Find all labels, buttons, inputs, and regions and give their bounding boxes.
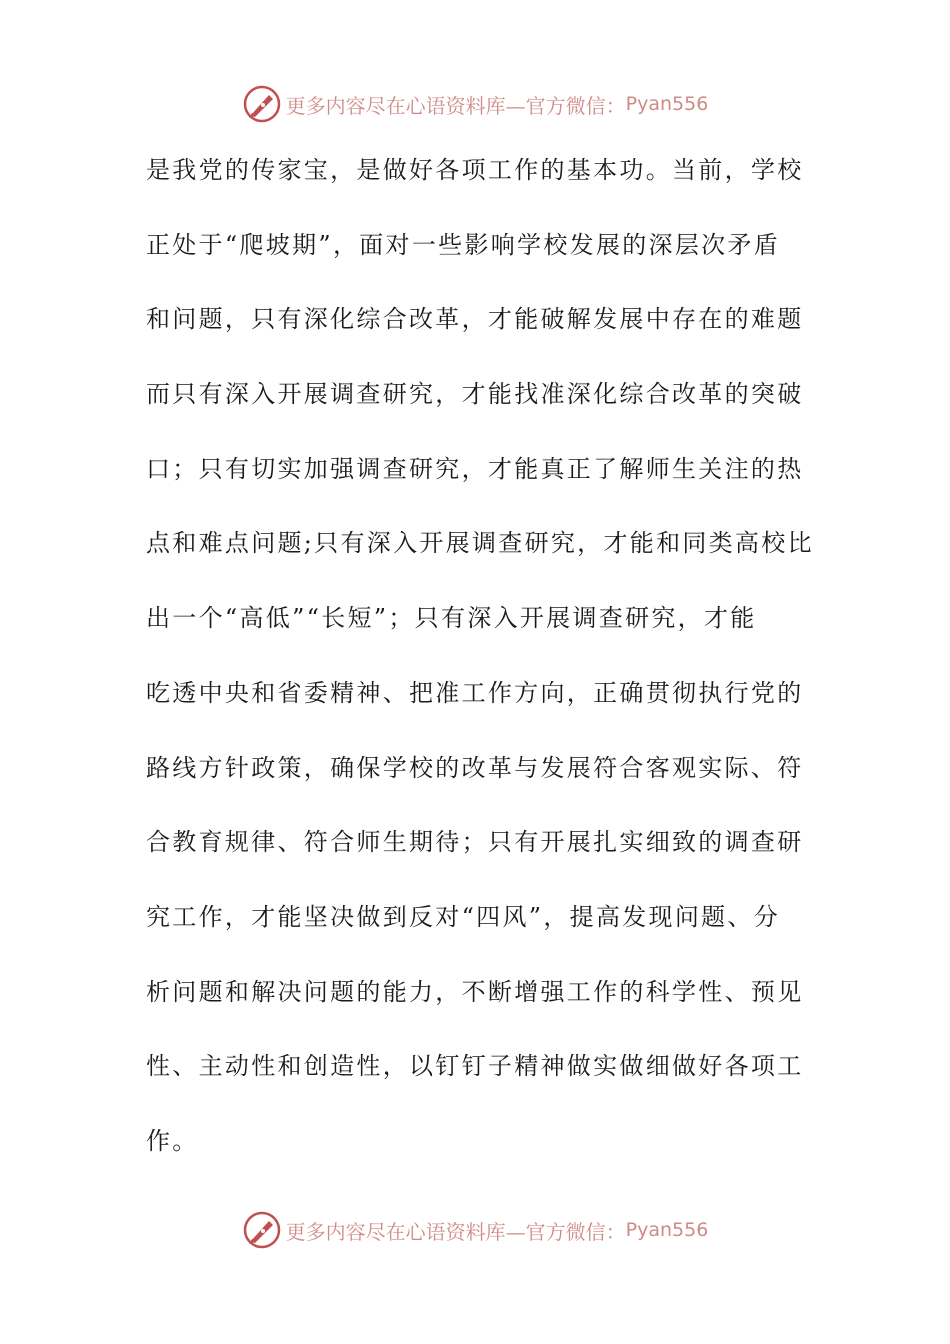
text-line: 性、主动性和创造性，以钉钉子精神做实做细做好各项工: [146, 1052, 804, 1081]
footer-banner: [0, 1208, 950, 1252]
text-line: 合教育规律、符合师生期待；只有开展扎实细致的调查研: [146, 828, 804, 857]
text-line: 而只有深入开展调查研究，才能找准深化综合改革的突破: [146, 380, 804, 409]
header-wechat-id: Pyan556: [625, 93, 709, 115]
text-line: 出一个“高低”“长短”；只有深入开展调查研究，才能: [146, 604, 757, 633]
header-banner-text: 更多内容尽在心语资料库—官方微信：: [285, 93, 626, 118]
text-line: 析问题和解决问题的能力，不断增强工作的科学性、预见: [146, 977, 804, 1006]
text-line: 路线方针政策，确保学校的改革与发展符合客观实际、符: [146, 753, 804, 782]
text-line: 口；只有切实加强调查研究，才能真正了解师生关注的热: [146, 454, 804, 483]
text-line: 究工作，才能坚决做到反对“四风”，提高发现问题、分: [146, 902, 781, 931]
text-line: 是我党的传家宝，是做好各项工作的基本功。当前，学校: [146, 156, 804, 184]
text-line: 正处于“爬坡期”，面对一些影响学校发展的深层次矛盾: [146, 230, 781, 259]
pen-nib-icon: [242, 1210, 282, 1250]
pen-nib-icon: [242, 84, 282, 124]
text-line: 和问题，只有深化综合改革，才能破解发展中存在的难题: [146, 305, 804, 334]
text-line: 吃透中央和省委精神、把准工作方向，正确贯彻执行党的: [146, 678, 804, 707]
footer-banner-text: 更多内容尽在心语资料库—官方微信：: [285, 1219, 626, 1244]
text-line: 点和难点问题;只有深入开展调查研究，才能和同类高校比: [146, 529, 814, 558]
text-line: 作。: [146, 1126, 199, 1155]
document-body: [146, 142, 814, 1188]
footer-wechat-id: Pyan556: [625, 1219, 709, 1241]
header-banner: [0, 82, 950, 126]
